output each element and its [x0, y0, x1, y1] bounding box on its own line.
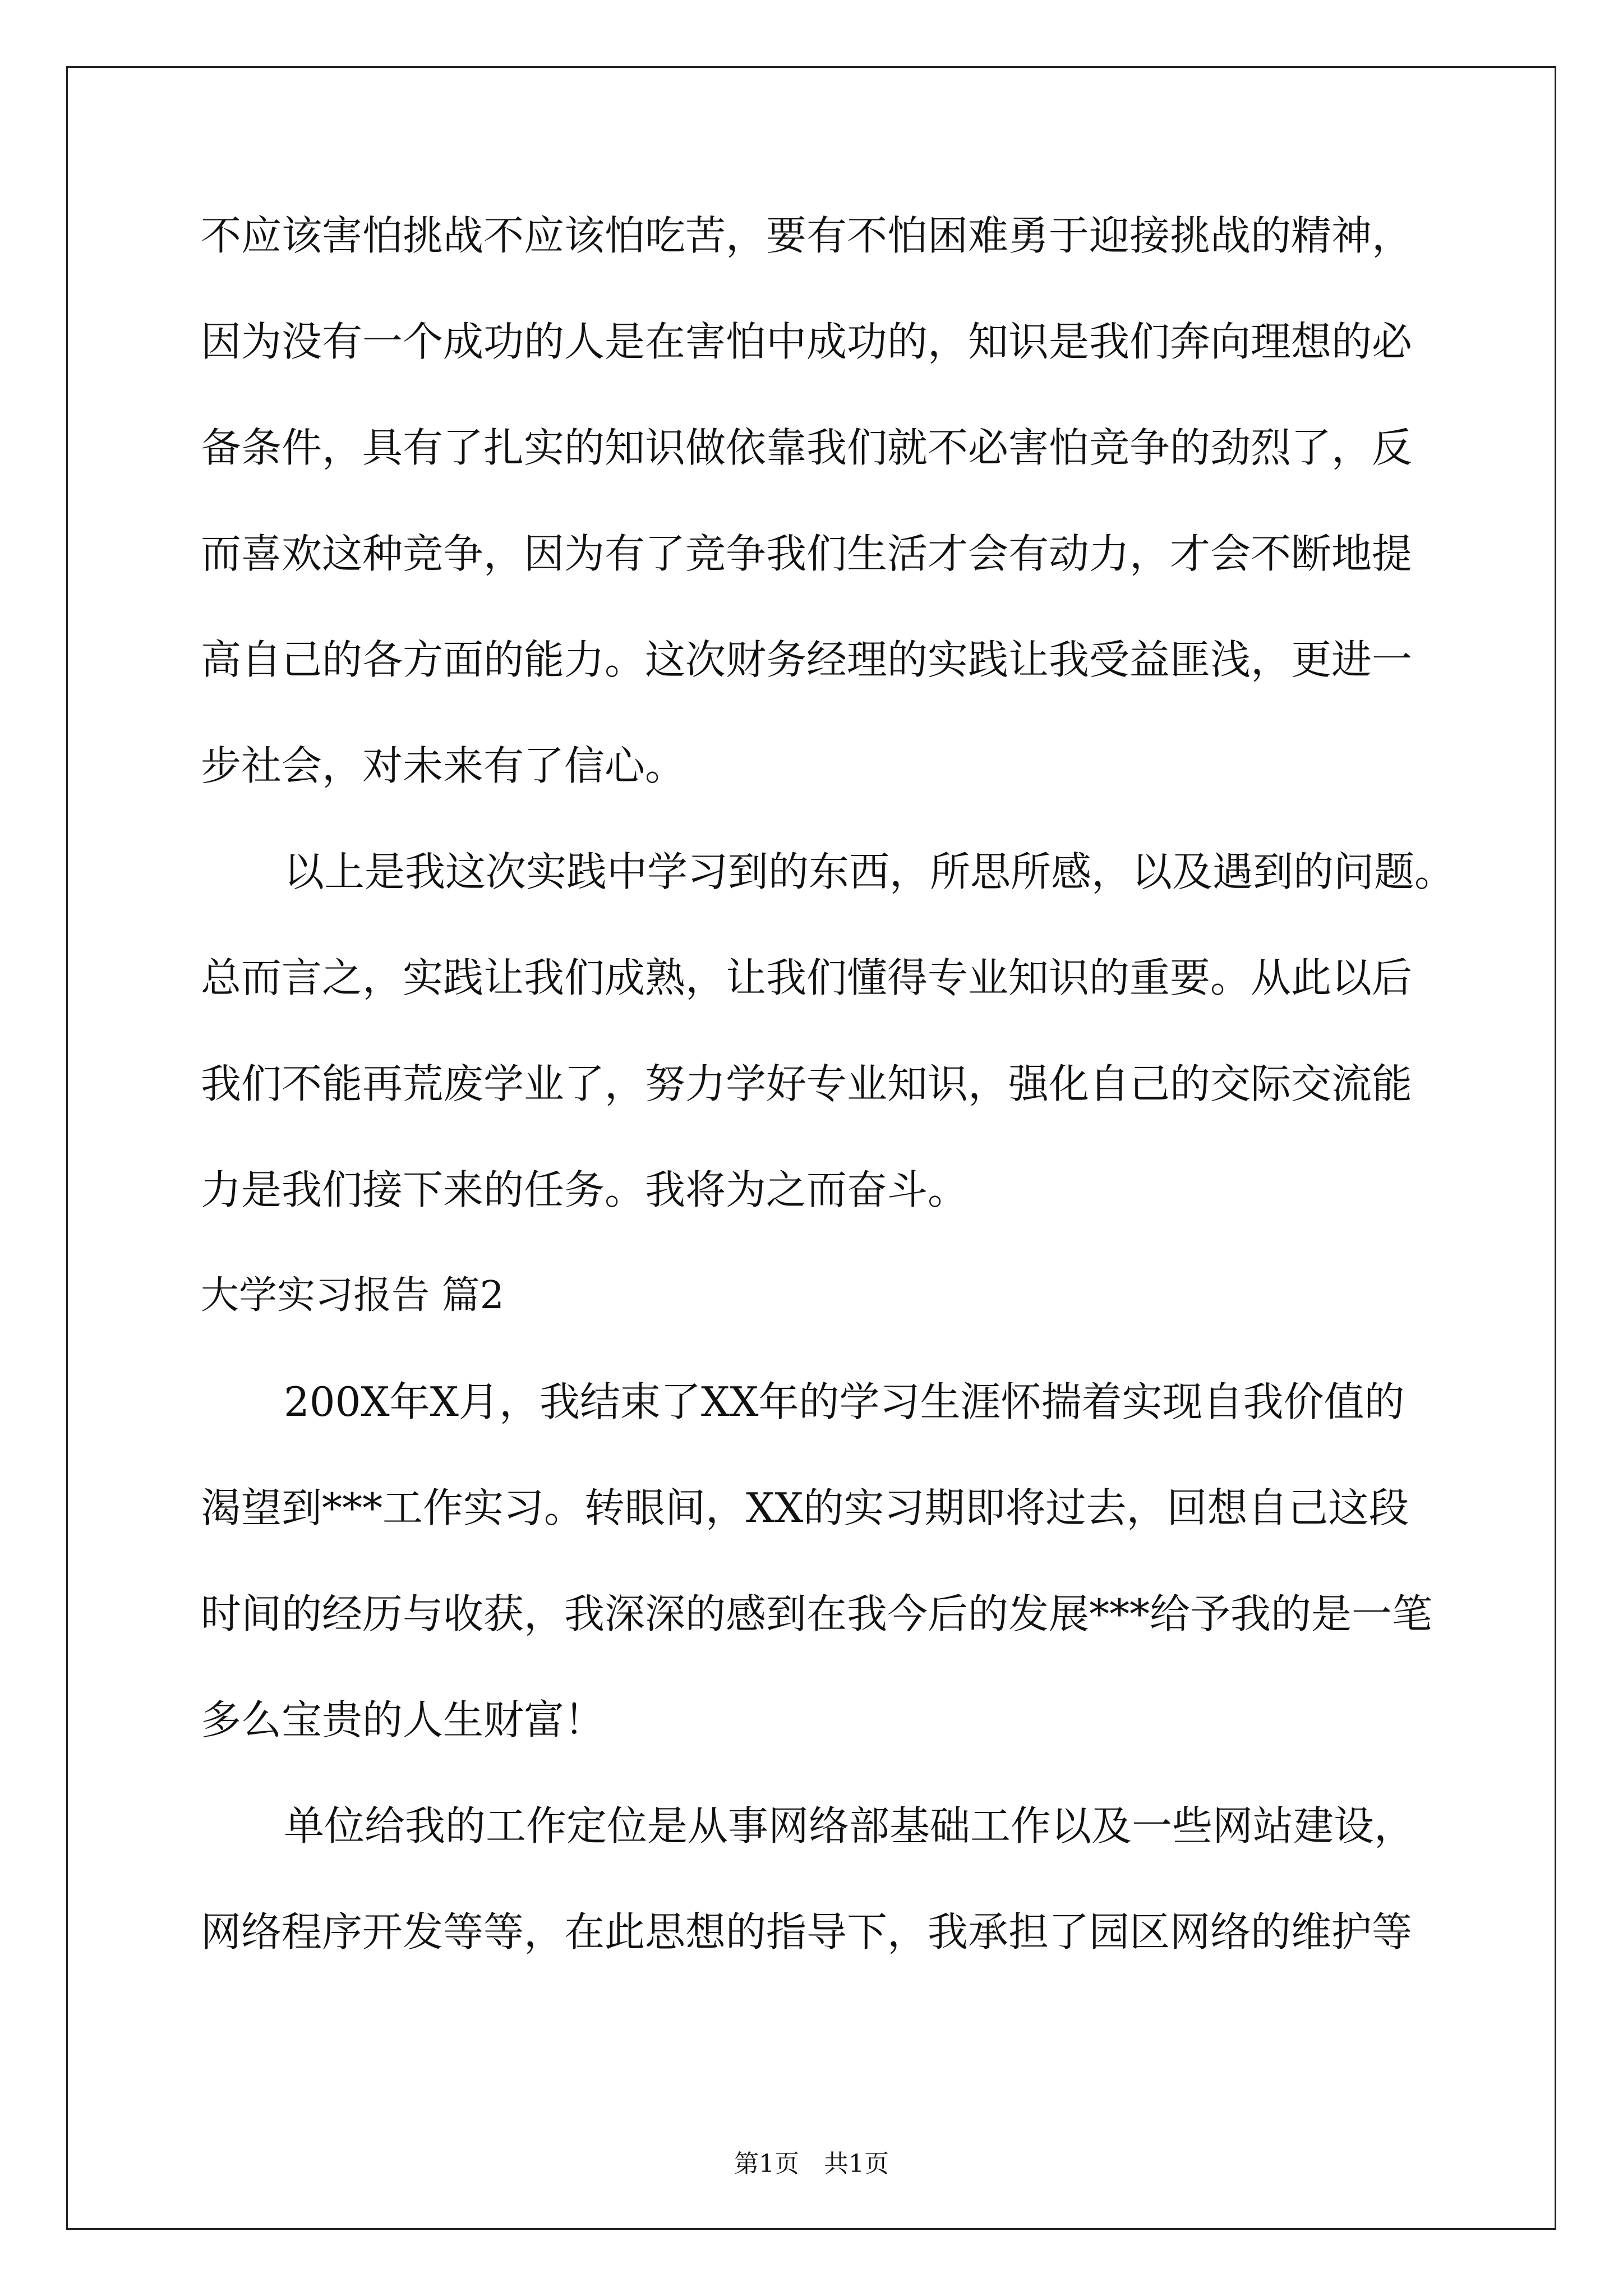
- paragraph-line: 单位给我的工作定位是从事网络部基础工作以及一些网站建设，: [284, 1802, 1415, 1849]
- paragraph-line: 以上是我这次实践中学习到的东西，所思所感，以及遇到的问题。: [284, 848, 1455, 895]
- paragraph-line: 渴望到***工作实习。转眼间，XX的实习期即将过去，回想自己这段: [201, 1484, 1409, 1531]
- paragraph-line: 时间的经历与收获，我深深的感到在我今后的发展***给予我的是一笔: [201, 1590, 1433, 1637]
- paragraph-line: 步社会，对未来有了信心。: [201, 742, 686, 789]
- paragraph-line: 我们不能再荒废学业了，努力学好专业知识，强化自己的交际交流能: [201, 1060, 1413, 1107]
- paragraph-line: 力是我们接下来的任务。我将为之而奋斗。: [201, 1166, 969, 1213]
- paragraph-line: 而喜欢这种竞争，因为有了竞争我们生活才会有动力，才会不断地提: [201, 530, 1413, 577]
- paragraph-line: 备条件，具有了扎实的知识做依靠我们就不必害怕竞争的劲烈了，反: [201, 424, 1413, 471]
- paragraph-line: 高自己的各方面的能力。这次财务经理的实践让我受益匪浅，更进一: [201, 636, 1413, 683]
- paragraph-line: 因为没有一个成功的人是在害怕中成功的，知识是我们奔向理想的必: [201, 318, 1413, 365]
- page-number-footer: 第1页 共1页: [734, 2150, 889, 2178]
- paragraph-line: 多么宝贵的人生财富！: [201, 1696, 605, 1743]
- paragraph-line: 200X年X月，我结束了XX年的学习生涯怀揣着实现自我价值的: [284, 1378, 1405, 1425]
- section-heading: 大学实习报告 篇2: [201, 1273, 504, 1318]
- paragraph-line: 总而言之，实践让我们成熟，让我们懂得专业知识的重要。从此以后: [201, 954, 1413, 1001]
- paragraph-line: 网络程序开发等等，在此思想的指导下，我承担了园区网络的维护等: [201, 1908, 1413, 1955]
- paragraph-line: 不应该害怕挑战不应该怕吃苦，要有不怕困难勇于迎接挑战的精神，: [201, 212, 1413, 259]
